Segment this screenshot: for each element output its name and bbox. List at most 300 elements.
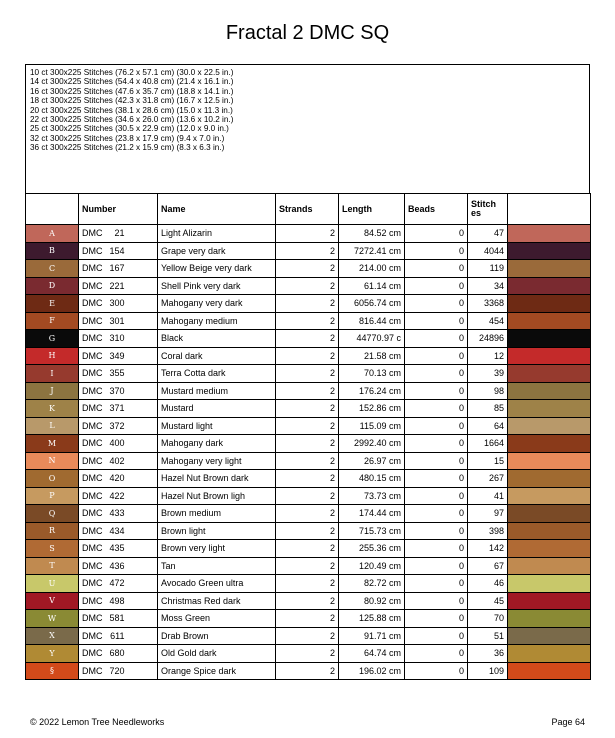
floss-legend-table [25,193,591,680]
name-cell: Old Gold dark [158,645,276,663]
symbol-cell: A [26,225,79,243]
beads-cell: 0 [405,312,468,330]
floss-number: 420 [109,473,125,484]
symbol-cell: P [26,487,79,505]
color-swatch [508,575,591,593]
fabric-size-line: 32 ct 300x225 Stitches (23.8 x 17.9 cm) (9.4 x 7.0 in.) [30,133,225,143]
floss-number: 472 [109,578,125,589]
name-cell: Mahogany dark [158,435,276,453]
color-swatch [508,487,591,505]
brand-label: DMC [82,648,103,659]
strands-cell: 2 [276,627,339,645]
length-cell: 70.13 cm [339,365,405,383]
header-strands: Strands [276,194,339,225]
strands-cell: 2 [276,295,339,313]
number-cell [79,662,158,680]
name-cell: Hazel Nut Brown ligh [158,487,276,505]
beads-cell: 0 [405,225,468,243]
stitches-cell: 12 [468,347,508,365]
floss-number: 611 [110,630,125,641]
beads-cell: 0 [405,557,468,575]
length-cell: 6056.74 cm [339,295,405,313]
strands-cell: 2 [276,312,339,330]
name-cell: Mustard light [158,417,276,435]
table-row [26,435,591,453]
color-swatch [508,400,591,418]
stitches-cell: 41 [468,487,508,505]
stitches-cell: 85 [468,400,508,418]
length-cell: 91.71 cm [339,627,405,645]
stitches-cell: 267 [468,470,508,488]
stitches-cell: 34 [468,277,508,295]
table-row [26,417,591,435]
symbol-cell: D [26,277,79,295]
brand-label: DMC [82,665,103,676]
floss-number: 436 [109,560,125,571]
number-cell [79,540,158,558]
table-row [26,540,591,558]
table-row [26,242,591,260]
name-cell: Mahogany very dark [158,295,276,313]
strands-cell: 2 [276,592,339,610]
floss-number: 422 [109,490,125,501]
table-row [26,575,591,593]
name-cell: Moss Green [158,610,276,628]
floss-number: 581 [109,613,125,624]
color-swatch [508,662,591,680]
number-cell [79,470,158,488]
beads-cell: 0 [405,487,468,505]
symbol-cell: G [26,330,79,348]
length-cell: 174.44 cm [339,505,405,523]
fabric-size-line: 16 ct 300x225 Stitches (47.6 x 35.7 cm) (18.8 x 14.1 in.) [30,86,234,96]
strands-cell: 2 [276,470,339,488]
stitches-cell: 3368 [468,295,508,313]
beads-cell: 0 [405,435,468,453]
number-cell [79,627,158,645]
number-cell [79,575,158,593]
strands-cell: 2 [276,645,339,663]
table-row [26,452,591,470]
header-swatch [508,194,591,225]
name-cell: Mahogany very light [158,452,276,470]
brand-label: DMC [82,263,103,274]
table-row [26,505,591,523]
number-cell [79,242,158,260]
number-cell [79,330,158,348]
table-row [26,592,591,610]
brand-label: DMC [82,595,103,606]
symbol-cell: C [26,260,79,278]
beads-cell: 0 [405,417,468,435]
stitches-cell: 39 [468,365,508,383]
color-swatch [508,627,591,645]
number-cell [79,365,158,383]
strands-cell: 2 [276,330,339,348]
brand-label: DMC [82,385,103,396]
name-cell: Tan [158,557,276,575]
number-cell [79,505,158,523]
header-number: Number [79,194,158,225]
length-cell: 176.24 cm [339,382,405,400]
strands-cell: 2 [276,505,339,523]
beads-cell: 0 [405,540,468,558]
symbol-cell: B [26,242,79,260]
fabric-size-line: 22 ct 300x225 Stitches (34.6 x 26.0 cm) (13.6 x 10.2 in.) [30,115,234,125]
strands-cell: 2 [276,225,339,243]
length-cell: 61.14 cm [339,277,405,295]
color-swatch [508,557,591,575]
color-swatch [508,260,591,278]
brand-label: DMC [82,315,103,326]
table-row [26,487,591,505]
floss-number: 400 [109,438,125,449]
name-cell: Mustard [158,400,276,418]
table-row [26,522,591,540]
table-row [26,557,591,575]
stitches-cell: 64 [468,417,508,435]
floss-number: 433 [109,508,125,519]
floss-number: 300 [109,298,125,309]
brand-label: DMC [82,228,103,239]
name-cell: Brown very light [158,540,276,558]
floss-number: 435 [109,543,125,554]
symbol-cell: R [26,522,79,540]
beads-cell: 0 [405,505,468,523]
beads-cell: 0 [405,277,468,295]
brand-label: DMC [82,455,103,466]
symbol-cell: W [26,610,79,628]
color-swatch [508,382,591,400]
color-swatch [508,277,591,295]
table-row [26,627,591,645]
beads-cell: 0 [405,627,468,645]
beads-cell: 0 [405,400,468,418]
name-cell: Yellow Beige very dark [158,260,276,278]
symbol-cell: H [26,347,79,365]
symbol-cell: N [26,452,79,470]
color-swatch [508,522,591,540]
fabric-size-line: 20 ct 300x225 Stitches (38.1 x 28.6 cm) (15.0 x 11.3 in.) [30,105,233,115]
length-cell: 125.88 cm [339,610,405,628]
header-stitches: Stitch es [468,194,508,225]
fabric-size-line: 25 ct 300x225 Stitches (30.5 x 22.9 cm) (12.0 x 9.0 in.) [30,124,229,134]
color-swatch [508,435,591,453]
table-row [26,347,591,365]
stitches-cell: 454 [468,312,508,330]
floss-number: 221 [109,280,125,291]
symbol-cell: O [26,470,79,488]
name-cell: Hazel Nut Brown dark [158,470,276,488]
beads-cell: 0 [405,347,468,365]
brand-label: DMC [82,613,103,624]
strands-cell: 2 [276,662,339,680]
length-cell: 480.15 cm [339,470,405,488]
number-cell [79,347,158,365]
color-swatch [508,417,591,435]
beads-cell: 0 [405,242,468,260]
stitches-cell: 51 [468,627,508,645]
number-cell [79,592,158,610]
strands-cell: 2 [276,435,339,453]
brand-label: DMC [82,578,103,589]
color-swatch [508,295,591,313]
stitches-cell: 119 [468,260,508,278]
number-cell [79,610,158,628]
table-row [26,277,591,295]
page-title: Fractal 2 DMC SQ [225,22,390,44]
beads-cell: 0 [405,260,468,278]
floss-number: 349 [109,350,125,361]
strands-cell: 2 [276,557,339,575]
floss-number: 310 [109,333,125,344]
symbol-cell: V [26,592,79,610]
strands-cell: 2 [276,540,339,558]
name-cell: Coral dark [158,347,276,365]
name-cell: Drab Brown [158,627,276,645]
brand-label: DMC [82,508,103,519]
length-cell: 196.02 cm [339,662,405,680]
length-cell: 120.49 cm [339,557,405,575]
name-cell: Light Alizarin [158,225,276,243]
symbol-cell: F [26,312,79,330]
stitches-cell: 97 [468,505,508,523]
brand-label: DMC [82,298,103,309]
fabric-size-line: 18 ct 300x225 Stitches (42.3 x 31.8 cm) (16.7 x 12.5 in.) [30,96,234,106]
floss-number: 720 [109,665,125,676]
table-header-row [26,194,591,225]
strands-cell: 2 [276,400,339,418]
number-cell [79,452,158,470]
stitches-cell: 45 [468,592,508,610]
color-swatch [508,330,591,348]
floss-number: 680 [109,648,125,659]
length-cell: 26.97 cm [339,452,405,470]
color-swatch [508,347,591,365]
name-cell: Mustard medium [158,382,276,400]
brand-label: DMC [82,368,103,379]
table-row [26,330,591,348]
floss-number: 370 [109,385,125,396]
footer-page-number: Page 64 [551,717,585,727]
strands-cell: 2 [276,365,339,383]
color-swatch [508,365,591,383]
number-cell [79,417,158,435]
symbol-cell: X [26,627,79,645]
stitches-cell: 15 [468,452,508,470]
brand-label: DMC [82,350,103,361]
beads-cell: 0 [405,330,468,348]
beads-cell: 0 [405,470,468,488]
color-swatch [508,452,591,470]
color-swatch [508,225,591,243]
length-cell: 115.09 cm [339,417,405,435]
color-swatch [508,242,591,260]
floss-number: 167 [109,263,125,274]
name-cell: Brown light [158,522,276,540]
symbol-cell: U [26,575,79,593]
number-cell [79,557,158,575]
length-cell: 64.74 cm [339,645,405,663]
table-row [26,400,591,418]
stitches-cell: 4044 [468,242,508,260]
beads-cell: 0 [405,610,468,628]
brand-label: DMC [82,525,103,536]
brand-label: DMC [82,543,103,554]
length-cell: 7272.41 cm [339,242,405,260]
symbol-cell: K [26,400,79,418]
beads-cell: 0 [405,522,468,540]
number-cell [79,260,158,278]
beads-cell: 0 [405,592,468,610]
brand-label: DMC [82,420,103,431]
brand-label: DMC [82,630,103,641]
strands-cell: 2 [276,347,339,365]
symbol-cell: J [26,382,79,400]
beads-cell: 0 [405,295,468,313]
table-row [26,470,591,488]
stitches-cell: 46 [468,575,508,593]
beads-cell: 0 [405,575,468,593]
table-row [26,610,591,628]
header-name: Name [158,194,276,225]
symbol-cell: E [26,295,79,313]
brand-label: DMC [82,333,103,344]
length-cell: 255.36 cm [339,540,405,558]
name-cell: Shell Pink very dark [158,277,276,295]
stitches-cell: 98 [468,382,508,400]
floss-number: 371 [109,403,125,414]
number-cell [79,382,158,400]
length-cell: 73.73 cm [339,487,405,505]
table-row [26,382,591,400]
symbol-cell: Y [26,645,79,663]
beads-cell: 0 [405,452,468,470]
symbol-cell: Q [26,505,79,523]
floss-number: 372 [109,420,125,431]
strands-cell: 2 [276,522,339,540]
header-length: Length [339,194,405,225]
strands-cell: 2 [276,487,339,505]
length-cell: 21.58 cm [339,347,405,365]
name-cell: Mahogany medium [158,312,276,330]
length-cell: 214.00 cm [339,260,405,278]
floss-number: 434 [109,525,125,536]
fabric-size-line: 36 ct 300x225 Stitches (21.2 x 15.9 cm) (8.3 x 6.3 in.) [30,143,225,153]
strands-cell: 2 [276,242,339,260]
stitches-cell: 36 [468,645,508,663]
fabric-size-line: 14 ct 300x225 Stitches (54.4 x 40.8 cm) (21.4 x 16.1 in.) [30,77,234,87]
color-swatch [508,312,591,330]
length-cell: 152.86 cm [339,400,405,418]
color-swatch [508,592,591,610]
floss-number: 355 [109,368,125,379]
number-cell [79,277,158,295]
header-beads: Beads [405,194,468,225]
length-cell: 82.72 cm [339,575,405,593]
beads-cell: 0 [405,662,468,680]
name-cell: Grape very dark [158,242,276,260]
strands-cell: 2 [276,610,339,628]
number-cell [79,295,158,313]
color-swatch [508,645,591,663]
brand-label: DMC [82,438,103,449]
symbol-cell: § [26,662,79,680]
name-cell: Terra Cotta dark [158,365,276,383]
stitches-cell: 109 [468,662,508,680]
number-cell [79,225,158,243]
stitches-cell: 47 [468,225,508,243]
beads-cell: 0 [405,365,468,383]
symbol-cell: T [26,557,79,575]
length-cell: 715.73 cm [339,522,405,540]
length-cell: 80.92 cm [339,592,405,610]
table-row [26,295,591,313]
number-cell [79,400,158,418]
brand-label: DMC [82,280,103,291]
stitches-cell: 24896 [468,330,508,348]
name-cell: Christmas Red dark [158,592,276,610]
brand-label: DMC [82,403,103,414]
strands-cell: 2 [276,575,339,593]
number-cell [79,522,158,540]
length-cell: 44770.97 c [339,330,405,348]
table-row [26,365,591,383]
table-row [26,225,591,243]
footer-copyright: © 2022 Lemon Tree Needleworks [30,717,165,727]
brand-label: DMC [82,473,103,484]
strands-cell: 2 [276,382,339,400]
stitches-cell: 1664 [468,435,508,453]
stitches-cell: 142 [468,540,508,558]
floss-number: 402 [109,455,125,466]
table-row [26,662,591,680]
fabric-size-list [25,64,590,194]
beads-cell: 0 [405,645,468,663]
table-row [26,312,591,330]
symbol-cell: M [26,435,79,453]
floss-number: 21 [114,228,125,239]
brand-label: DMC [82,490,103,501]
brand-label: DMC [82,560,103,571]
header-symbol [26,194,79,225]
symbol-cell: L [26,417,79,435]
strands-cell: 2 [276,417,339,435]
floss-number: 154 [109,245,125,256]
symbol-cell: I [26,365,79,383]
length-cell: 2992.40 cm [339,435,405,453]
number-cell [79,645,158,663]
floss-number: 498 [109,595,125,606]
brand-label: DMC [82,245,103,256]
stitches-cell: 67 [468,557,508,575]
floss-number: 301 [109,315,125,326]
stitches-cell: 70 [468,610,508,628]
color-swatch [508,610,591,628]
strands-cell: 2 [276,277,339,295]
name-cell: Brown medium [158,505,276,523]
name-cell: Avocado Green ultra [158,575,276,593]
color-swatch [508,540,591,558]
name-cell: Orange Spice dark [158,662,276,680]
length-cell: 84.52 cm [339,225,405,243]
color-swatch [508,470,591,488]
table-row [26,645,591,663]
color-swatch [508,505,591,523]
number-cell [79,487,158,505]
number-cell [79,312,158,330]
stitches-cell: 398 [468,522,508,540]
